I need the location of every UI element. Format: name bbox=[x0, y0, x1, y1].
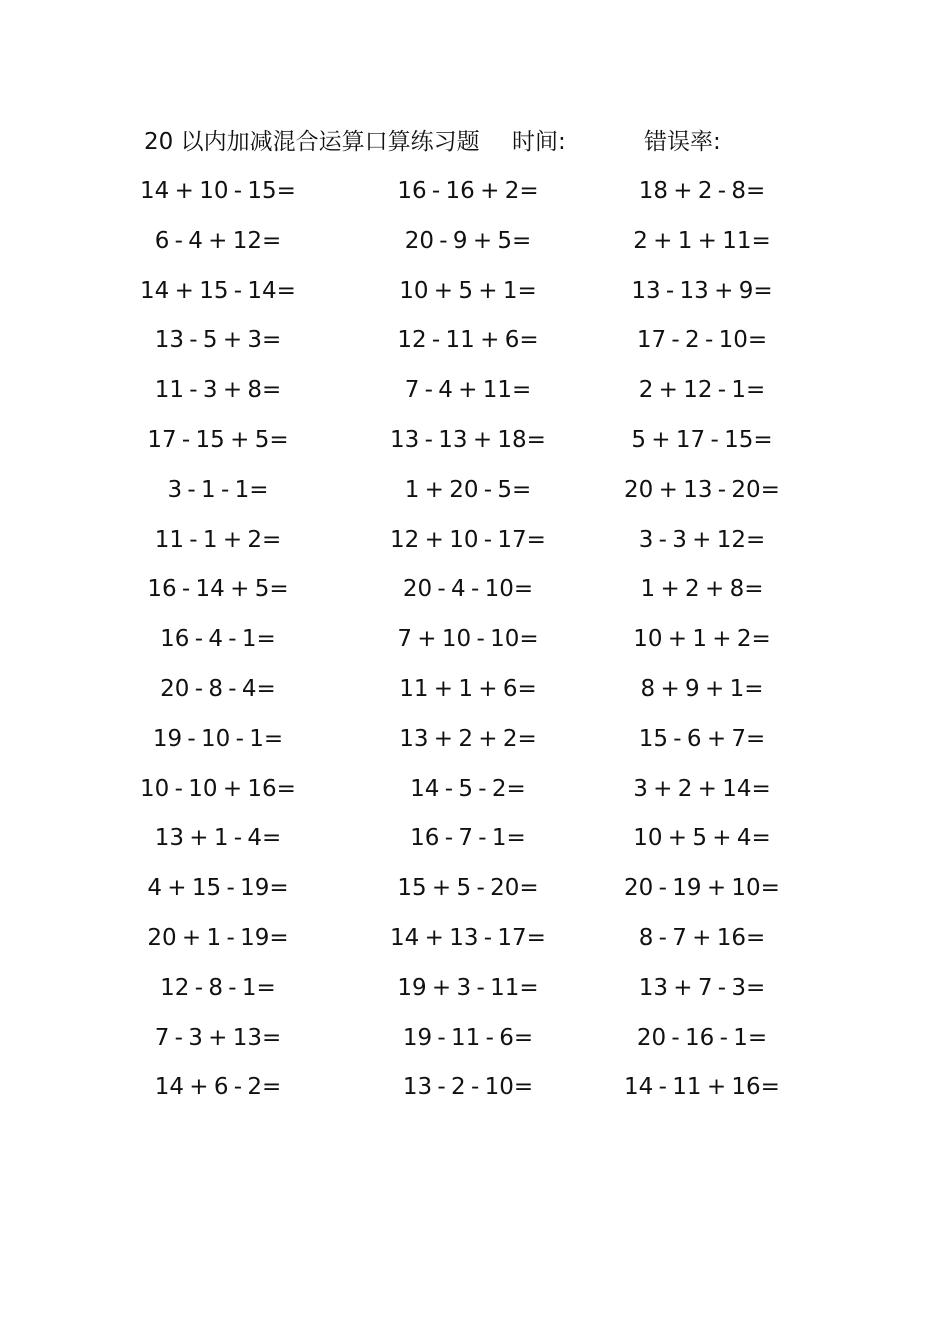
math-problem: 7 + 10 - 10= bbox=[397, 626, 539, 653]
math-problem: 18 + 2 - 8= bbox=[638, 178, 766, 204]
math-problem: 20 - 9 + 5= bbox=[404, 227, 532, 254]
math-problem: 2 + 1 + 11= bbox=[633, 227, 771, 254]
worksheet-title: 20 以内加减混合运算口算练习题 bbox=[144, 129, 480, 155]
math-problem: 16 - 16 + 2= bbox=[397, 178, 539, 204]
problem-row bbox=[0, 815, 950, 865]
math-problem: 11 - 1 + 2= bbox=[154, 526, 282, 553]
problem-row bbox=[0, 566, 950, 616]
error-rate-label: 错误率: bbox=[644, 129, 721, 155]
math-problem: 12 - 11 + 6= bbox=[397, 327, 539, 354]
problem-row bbox=[0, 517, 950, 567]
math-problem: 1 + 2 + 8= bbox=[640, 576, 764, 603]
problem-grid bbox=[0, 168, 950, 1114]
math-problem: 19 + 3 - 11= bbox=[397, 974, 539, 1001]
problem-row bbox=[0, 915, 950, 965]
math-problem: 17 - 2 - 10= bbox=[636, 327, 768, 354]
math-problem: 20 - 16 - 1= bbox=[636, 1024, 768, 1051]
math-problem: 19 - 10 - 1= bbox=[152, 725, 284, 752]
worksheet-header bbox=[144, 124, 844, 160]
math-problem: 14 - 5 - 2= bbox=[410, 775, 526, 802]
math-problem: 14 + 13 - 17= bbox=[390, 924, 546, 951]
math-problem: 2 + 12 - 1= bbox=[638, 377, 766, 404]
math-problem: 16 - 14 + 5= bbox=[147, 576, 289, 603]
math-problem: 12 + 10 - 17= bbox=[390, 526, 546, 553]
math-problem: 20 - 4 - 10= bbox=[402, 576, 534, 603]
problem-row bbox=[0, 1015, 950, 1065]
math-problem: 13 - 13 + 18= bbox=[390, 426, 546, 453]
math-problem: 20 - 19 + 10= bbox=[624, 875, 780, 902]
math-problem: 10 + 5 + 4= bbox=[633, 825, 771, 852]
problem-row bbox=[0, 865, 950, 915]
problem-row bbox=[0, 716, 950, 766]
math-problem: 16 - 7 - 1= bbox=[410, 825, 526, 852]
math-problem: 1 + 20 - 5= bbox=[404, 476, 532, 503]
math-problem: 19 - 11 - 6= bbox=[402, 1024, 534, 1051]
math-problem: 20 + 1 - 19= bbox=[147, 924, 289, 951]
math-problem: 20 - 8 - 4= bbox=[160, 675, 276, 702]
problem-row bbox=[0, 1064, 950, 1114]
problem-row bbox=[0, 417, 950, 467]
problem-row bbox=[0, 965, 950, 1015]
math-problem: 17 - 15 + 5= bbox=[147, 426, 289, 453]
problem-row bbox=[0, 168, 950, 218]
math-problem: 13 - 2 - 10= bbox=[402, 1074, 534, 1101]
math-problem: 8 + 9 + 1= bbox=[640, 675, 764, 702]
math-problem: 14 + 6 - 2= bbox=[154, 1074, 282, 1101]
math-problem: 14 + 15 - 14= bbox=[140, 277, 296, 304]
math-problem: 20 + 13 - 20= bbox=[624, 476, 780, 503]
problem-row bbox=[0, 467, 950, 517]
math-problem: 14 - 11 + 16= bbox=[624, 1074, 780, 1101]
math-problem: 13 + 7 - 3= bbox=[638, 974, 766, 1001]
problem-row bbox=[0, 218, 950, 268]
math-problem: 3 - 1 - 1= bbox=[167, 476, 269, 503]
math-problem: 14 + 10 - 15= bbox=[140, 178, 296, 204]
math-problem: 13 - 5 + 3= bbox=[154, 327, 282, 354]
math-problem: 16 - 4 - 1= bbox=[160, 626, 276, 653]
math-problem: 5 + 17 - 15= bbox=[631, 426, 773, 453]
problem-row bbox=[0, 616, 950, 666]
problem-row bbox=[0, 268, 950, 318]
math-problem: 4 + 15 - 19= bbox=[147, 875, 289, 902]
math-problem: 8 - 7 + 16= bbox=[638, 924, 766, 951]
math-problem: 15 + 5 - 20= bbox=[397, 875, 539, 902]
math-problem: 11 - 3 + 8= bbox=[154, 377, 282, 404]
math-problem: 10 + 1 + 2= bbox=[633, 626, 771, 653]
math-problem: 13 + 1 - 4= bbox=[154, 825, 282, 852]
math-problem: 12 - 8 - 1= bbox=[160, 974, 276, 1001]
math-problem: 15 - 6 + 7= bbox=[638, 725, 766, 752]
problem-row bbox=[0, 367, 950, 417]
time-label: 时间: bbox=[512, 129, 566, 155]
math-problem: 10 - 10 + 16= bbox=[140, 775, 296, 802]
math-problem: 10 + 5 + 1= bbox=[399, 277, 537, 304]
problem-row bbox=[0, 666, 950, 716]
math-problem: 3 + 2 + 14= bbox=[633, 775, 771, 802]
math-problem: 7 - 4 + 11= bbox=[404, 377, 532, 404]
math-problem: 11 + 1 + 6= bbox=[399, 675, 537, 702]
math-problem: 13 + 2 + 2= bbox=[399, 725, 537, 752]
math-problem: 6 - 4 + 12= bbox=[154, 227, 282, 254]
problem-row bbox=[0, 317, 950, 367]
math-problem: 7 - 3 + 13= bbox=[154, 1024, 282, 1051]
problem-row bbox=[0, 766, 950, 816]
math-problem: 3 - 3 + 12= bbox=[638, 526, 766, 553]
math-problem: 13 - 13 + 9= bbox=[631, 277, 773, 304]
